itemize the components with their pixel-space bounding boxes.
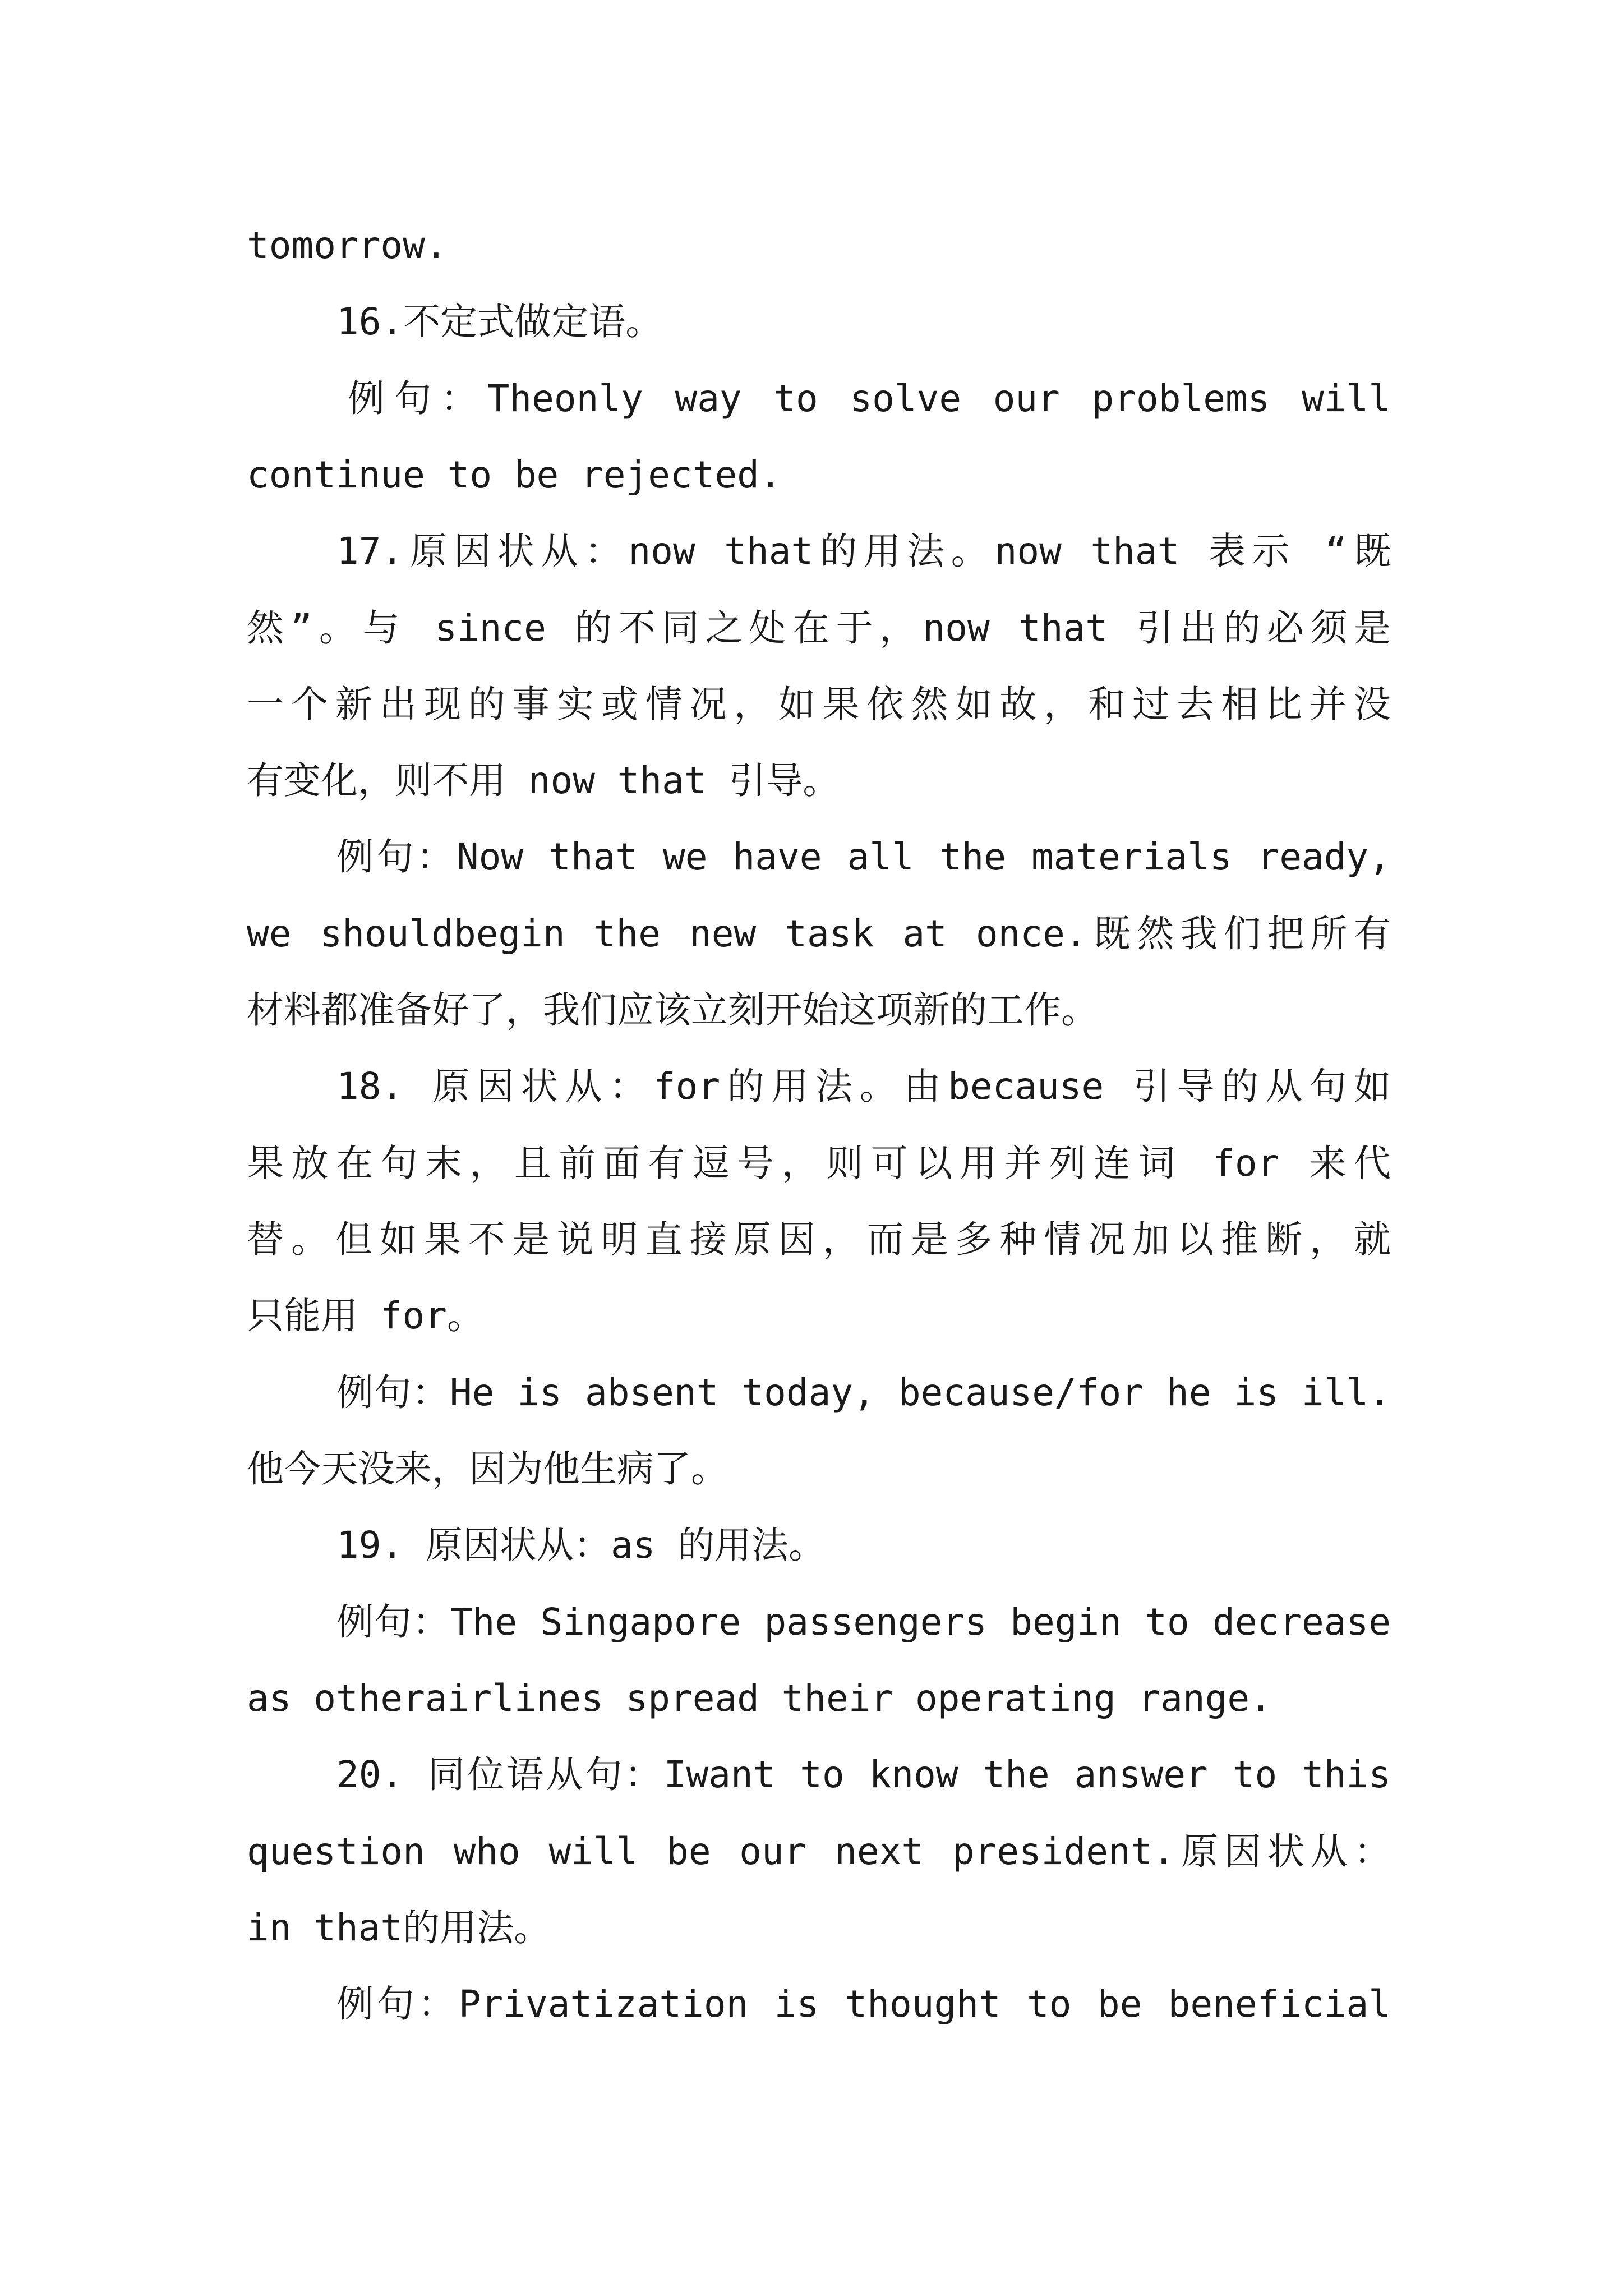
section-19-heading: 19. 原因状从：as 的用法。: [336, 1524, 826, 1567]
section-18-body-1: 果放在句末，且前面有逗号，则可以用并列连词 for 来代: [247, 1142, 1391, 1185]
section-18-body-3: 只能用 for。: [247, 1294, 484, 1337]
section-18-body-2: 替。但如果不是说明直接原因，而是多种情况加以推断，就: [247, 1218, 1391, 1261]
example-16-line-1: 例句：Theonly way to solve our problems will: [348, 377, 1391, 420]
section-16-heading: 16.不定式做定语。: [336, 300, 663, 343]
example-19-line-2: as otherairlines spread their operating range.: [247, 1677, 1272, 1720]
section-20-heading: 20. 同位语从句：Iwant to know the answer to this: [336, 1753, 1391, 1796]
example-17-line-2: we shouldbegin the new task at once.既然我们把所有: [247, 912, 1391, 955]
text-line: tomorrow.: [247, 224, 448, 267]
section-17-body-2: 一个新出现的事实或情况，如果依然如故，和过去相比并没: [247, 683, 1391, 726]
section-17-heading: 17.原因状从：now that的用法。now that 表示 “既: [336, 530, 1391, 573]
section-17-body-1: 然”。与 since 的不同之处在于，now that 引出的必须是: [247, 606, 1391, 650]
example-17-line-1: 例句：Now that we have all the materials ready,: [336, 835, 1391, 878]
example-18-line-2: 他今天没来，因为他生病了。: [247, 1447, 728, 1490]
example-20-line-1: 例句：Privatization is thought to be beneficial: [336, 1982, 1391, 2026]
example-18-line-1: 例句：He is absent today, because/for he is ill.: [336, 1371, 1391, 1414]
example-19-line-1: 例句：The Singapore passengers begin to decrease: [336, 1600, 1391, 1644]
example-16-line-2: continue to be rejected.: [247, 453, 782, 496]
section-20-body-2: in that的用法。: [247, 1906, 551, 1949]
section-17-body-3: 有变化，则不用 now that 引导。: [247, 759, 840, 802]
example-17-line-3: 材料都准备好了，我们应该立刻开始这项新的工作。: [247, 988, 1098, 1032]
section-18-heading: 18. 原因状从：for的用法。由because 引导的从句如: [336, 1065, 1391, 1108]
section-20-body-1: question who will be our next president.原因状从：: [247, 1830, 1391, 1873]
